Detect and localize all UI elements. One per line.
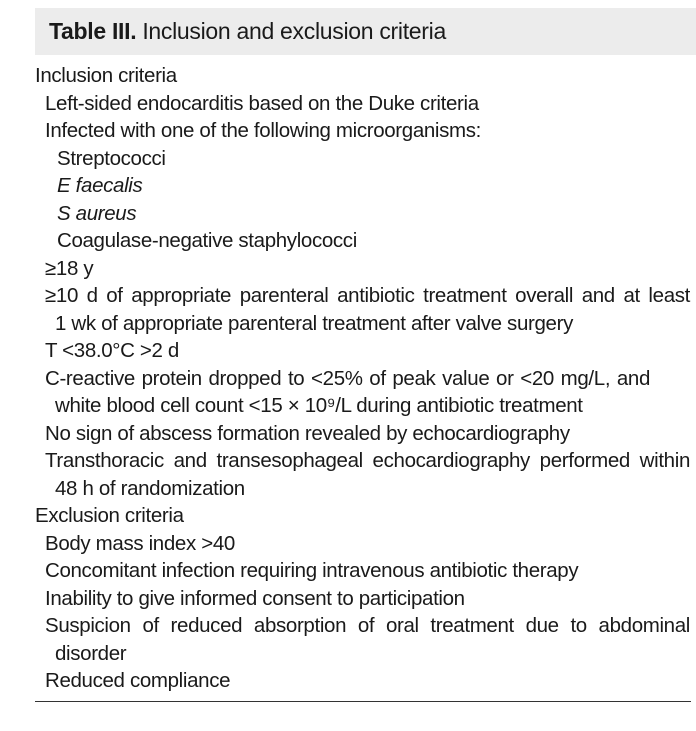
- exclusion-heading: Exclusion criteria: [35, 504, 184, 527]
- criterion-echo-line2: 48 h of randomization: [55, 476, 245, 500]
- criterion-echo: [35, 447, 690, 502]
- organism-e-faecalis: E faecalis: [57, 174, 143, 197]
- table-label: Table III.: [49, 18, 137, 44]
- criterion-infected: Infected with one of the following microorganisms:: [45, 119, 482, 142]
- exclusion-absorption-line2: disorder: [55, 641, 127, 665]
- table-caption-bar: [35, 8, 696, 55]
- criterion-echo-line1: Transthoracic and transesophageal echocardiography performed within: [45, 449, 690, 472]
- organism-coagulase-negative: Coagulase-negative staphylococci: [57, 229, 357, 252]
- criterion-antibiotic: [35, 282, 690, 337]
- table-caption: [49, 18, 446, 45]
- inclusion-heading: Inclusion criteria: [35, 64, 177, 87]
- table-title: Inclusion and exclusion criteria: [142, 18, 446, 44]
- criterion-temperature: T <38.0°C >2 d: [45, 339, 179, 362]
- criterion-age: ≥18 y: [45, 256, 94, 280]
- organism-streptococci: Streptococci: [57, 146, 166, 170]
- exclusion-concomitant: Concomitant infection requiring intravenous antibiotic therapy: [45, 559, 579, 582]
- criterion-crp-line2: white blood cell count <15 × 10⁹/L during antibiotic treatment: [55, 394, 583, 417]
- criterion-antibiotic-line1: ≥10 d of appropriate parenteral antibiotic treatment overall and at least: [45, 284, 690, 307]
- criterion-abscess: No sign of abscess formation revealed by echocardiography: [45, 421, 570, 445]
- criterion-antibiotic-line2: 1 wk of appropriate parenteral treatment after valve surgery: [55, 311, 573, 335]
- exclusion-compliance: Reduced compliance: [45, 669, 231, 692]
- exclusion-absorption-line1: Suspicion of reduced absorption of oral treatment due to abdominal: [45, 614, 690, 637]
- table-body: [35, 62, 690, 695]
- criterion-crp: [35, 365, 690, 420]
- exclusion-bmi: Body mass index >40: [45, 531, 235, 555]
- exclusion-consent: Inability to give informed consent to participation: [45, 586, 465, 610]
- criterion-left-sided: Left-sided endocarditis based on the Duke criteria: [45, 91, 479, 115]
- criterion-crp-line1: C-reactive protein dropped to <25% of peak value or <20 mg/L, and: [45, 366, 650, 390]
- table-bottom-rule: [35, 701, 691, 702]
- organism-s-aureus: S aureus: [57, 201, 137, 225]
- exclusion-absorption: [35, 612, 690, 667]
